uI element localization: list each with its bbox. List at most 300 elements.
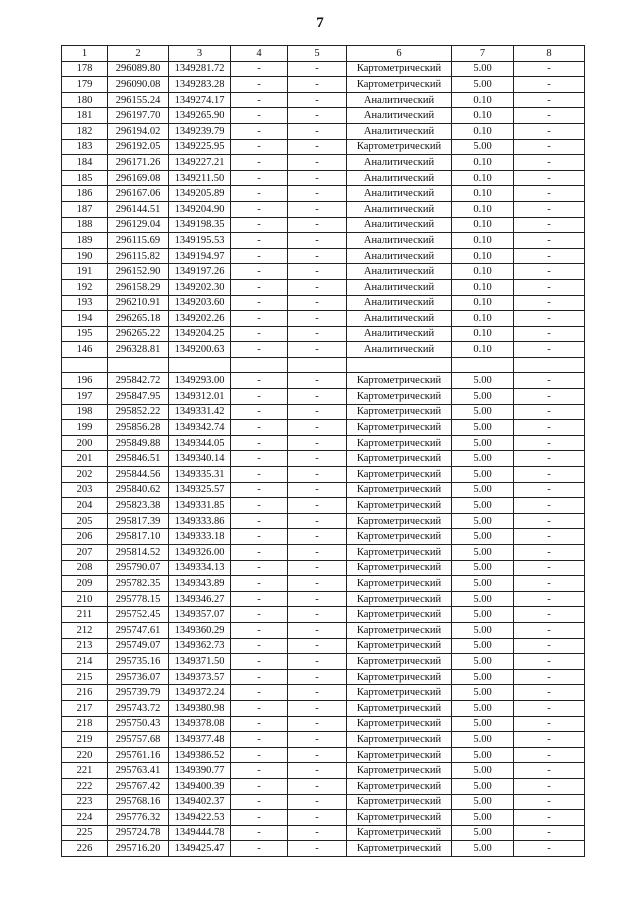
table-row [62,155,585,171]
method-cell: Аналитический [347,201,452,217]
method-cell: Картометрический [347,622,452,638]
x-coordinate-cell: 295752.45 [108,607,169,623]
accuracy-cell: 5.00 [452,451,514,467]
point-number-cell: 214 [62,654,108,670]
column-4-cell: - [231,311,288,327]
y-coordinate-cell: 1349200.63 [169,342,231,358]
accuracy-cell: 5.00 [452,77,514,93]
point-number-cell: 219 [62,732,108,748]
accuracy-cell: 5.00 [452,810,514,826]
y-coordinate-cell: 1349343.89 [169,576,231,592]
column-8-cell: - [514,326,585,342]
column-4-cell: - [231,716,288,732]
table-row [62,732,585,748]
x-coordinate-cell: 295814.52 [108,545,169,561]
column-5-cell: - [288,451,347,467]
column-8-cell: - [514,685,585,701]
point-number-cell: 206 [62,529,108,545]
x-coordinate-cell: 295844.56 [108,467,169,483]
table-row [62,92,585,108]
column-5-cell: - [288,420,347,436]
column-4-cell: - [231,700,288,716]
column-5-cell: - [288,170,347,186]
method-cell: Картометрический [347,825,452,841]
column-5-cell: - [288,248,347,264]
table-row [62,685,585,701]
column-5-cell: - [288,622,347,638]
table-row [62,607,585,623]
column-8-cell: - [514,591,585,607]
x-coordinate-cell: 295736.07 [108,669,169,685]
table-row [62,108,585,124]
x-coordinate-cell: 295761.16 [108,747,169,763]
column-5-cell: - [288,233,347,249]
method-cell: Аналитический [347,123,452,139]
y-coordinate-cell: 1349197.26 [169,264,231,280]
method-cell: Картометрический [347,404,452,420]
column-5-cell: - [288,108,347,124]
column-8-cell: - [514,217,585,233]
method-cell: Картометрический [347,732,452,748]
column-5-cell: - [288,529,347,545]
y-coordinate-cell: 1349331.42 [169,404,231,420]
accuracy-cell: 0.10 [452,155,514,171]
table-row [62,700,585,716]
column-5-cell: - [288,295,347,311]
x-coordinate-cell: 296090.08 [108,77,169,93]
column-4-cell: - [231,763,288,779]
table-row [62,638,585,654]
x-coordinate-cell: 296197.70 [108,108,169,124]
table-row [62,342,585,358]
point-number-cell: 196 [62,373,108,389]
y-coordinate-cell: 1349357.07 [169,607,231,623]
accuracy-cell: 0.10 [452,170,514,186]
column-8-cell: - [514,482,585,498]
accuracy-cell: 5.00 [452,825,514,841]
point-number-cell: 215 [62,669,108,685]
point-number-cell: 216 [62,685,108,701]
y-coordinate-cell: 1349312.01 [169,389,231,405]
column-8-cell: - [514,732,585,748]
column-5-cell: - [288,326,347,342]
column-5-cell: - [288,810,347,826]
column-4-cell: - [231,747,288,763]
y-coordinate-cell: 1349377.48 [169,732,231,748]
column-4-cell: - [231,295,288,311]
point-number-cell: 208 [62,560,108,576]
y-coordinate-cell: 1349205.89 [169,186,231,202]
method-cell: Картометрический [347,654,452,670]
column-4-cell: - [231,545,288,561]
table-row [62,279,585,295]
point-number-cell: 209 [62,576,108,592]
point-number-cell: 189 [62,233,108,249]
accuracy-cell: 5.00 [452,794,514,810]
point-number-cell: 199 [62,420,108,436]
column-8-cell: - [514,264,585,280]
column-5-cell: - [288,607,347,623]
y-coordinate-cell: 1349202.30 [169,279,231,295]
column-4-cell: - [231,264,288,280]
table-row [62,810,585,826]
x-coordinate-cell: 295750.43 [108,716,169,732]
y-coordinate-cell: 1349425.47 [169,841,231,857]
point-number-cell: 179 [62,77,108,93]
method-cell: Картометрический [347,669,452,685]
column-8-cell: - [514,435,585,451]
header-cell: 4 [231,46,288,62]
table-row [62,529,585,545]
column-4-cell: - [231,77,288,93]
method-cell: Картометрический [347,498,452,514]
y-coordinate-cell: 1349283.28 [169,77,231,93]
point-number-cell: 211 [62,607,108,623]
page-number: 7 [316,15,324,31]
y-coordinate-cell: 1349342.74 [169,420,231,436]
column-8-cell: - [514,451,585,467]
method-cell: Аналитический [347,217,452,233]
column-8-cell: - [514,778,585,794]
y-coordinate-cell: 1349265.90 [169,108,231,124]
method-cell: Картометрический [347,747,452,763]
column-8-cell: - [514,841,585,857]
column-5-cell: - [288,389,347,405]
x-coordinate-cell: 296194.02 [108,123,169,139]
table-row [62,654,585,670]
table-row [62,747,585,763]
y-coordinate-cell: 1349325.57 [169,482,231,498]
column-8-cell: - [514,123,585,139]
column-4-cell: - [231,373,288,389]
column-4-cell: - [231,513,288,529]
point-number-cell: 210 [62,591,108,607]
x-coordinate-cell: 296210.91 [108,295,169,311]
table-row [62,357,585,373]
header-cell: 6 [347,46,452,62]
point-number-cell: 184 [62,155,108,171]
table-row [62,217,585,233]
point-number-cell [62,357,108,373]
column-8-cell: - [514,373,585,389]
method-cell: Аналитический [347,311,452,327]
y-coordinate-cell: 1349372.24 [169,685,231,701]
column-5-cell: - [288,716,347,732]
header-row [62,46,585,62]
column-8-cell: - [514,420,585,436]
accuracy-cell: 0.10 [452,201,514,217]
y-coordinate-cell: 1349211.50 [169,170,231,186]
column-5-cell [288,357,347,373]
accuracy-cell: 0.10 [452,108,514,124]
method-cell: Картометрический [347,61,452,77]
point-number-cell: 212 [62,622,108,638]
x-coordinate-cell: 295846.51 [108,451,169,467]
x-coordinate-cell: 296129.04 [108,217,169,233]
column-4-cell: - [231,560,288,576]
column-4-cell: - [231,778,288,794]
column-4-cell: - [231,685,288,701]
y-coordinate-cell: 1349204.90 [169,201,231,217]
column-4-cell: - [231,108,288,124]
y-coordinate-cell: 1349444.78 [169,825,231,841]
accuracy-cell: 5.00 [452,404,514,420]
table-row [62,139,585,155]
y-coordinate-cell: 1349390.77 [169,763,231,779]
point-number-cell: 221 [62,763,108,779]
column-8-cell: - [514,404,585,420]
column-5-cell: - [288,404,347,420]
column-8-cell: - [514,607,585,623]
x-coordinate-cell: 295735.16 [108,654,169,670]
method-cell: Картометрический [347,638,452,654]
column-5-cell: - [288,778,347,794]
column-4-cell: - [231,342,288,358]
column-8-cell: - [514,747,585,763]
column-5-cell: - [288,139,347,155]
x-coordinate-cell: 296265.22 [108,326,169,342]
point-number-cell: 218 [62,716,108,732]
accuracy-cell: 0.10 [452,342,514,358]
x-coordinate-cell: 295847.95 [108,389,169,405]
column-4-cell: - [231,607,288,623]
accuracy-cell: 5.00 [452,139,514,155]
column-8-cell: - [514,513,585,529]
column-5-cell: - [288,560,347,576]
accuracy-cell: 5.00 [452,420,514,436]
method-cell: Картометрический [347,420,452,436]
y-coordinate-cell: 1349195.53 [169,233,231,249]
table-row [62,233,585,249]
x-coordinate-cell: 295782.35 [108,576,169,592]
column-4-cell: - [231,794,288,810]
point-number-cell: 222 [62,778,108,794]
table-row [62,467,585,483]
point-number-cell: 226 [62,841,108,857]
column-4-cell [231,357,288,373]
accuracy-cell: 5.00 [452,700,514,716]
method-cell: Картометрический [347,841,452,857]
accuracy-cell: 5.00 [452,841,514,857]
column-4-cell: - [231,279,288,295]
table-row [62,716,585,732]
column-5-cell: - [288,482,347,498]
column-8-cell: - [514,654,585,670]
accuracy-cell: 5.00 [452,763,514,779]
point-number-cell: 198 [62,404,108,420]
x-coordinate-cell: 296192.05 [108,139,169,155]
method-cell: Картометрический [347,139,452,155]
column-4-cell: - [231,498,288,514]
column-4-cell: - [231,420,288,436]
x-coordinate-cell: 296089.80 [108,61,169,77]
method-cell: Картометрический [347,435,452,451]
y-coordinate-cell: 1349422.53 [169,810,231,826]
x-coordinate-cell: 295842.72 [108,373,169,389]
header-cell: 5 [288,46,347,62]
y-coordinate-cell: 1349335.31 [169,467,231,483]
y-coordinate-cell: 1349333.18 [169,529,231,545]
y-coordinate-cell: 1349346.27 [169,591,231,607]
accuracy-cell: 5.00 [452,389,514,405]
accuracy-cell: 5.00 [452,529,514,545]
y-coordinate-cell: 1349373.57 [169,669,231,685]
table-row [62,825,585,841]
column-5-cell: - [288,747,347,763]
column-4-cell: - [231,61,288,77]
method-cell: Аналитический [347,92,452,108]
column-4-cell: - [231,123,288,139]
column-8-cell: - [514,763,585,779]
column-8-cell: - [514,108,585,124]
table-row [62,420,585,436]
x-coordinate-cell: 296115.82 [108,248,169,264]
method-cell: Картометрический [347,529,452,545]
column-5-cell: - [288,794,347,810]
y-coordinate-cell: 1349225.95 [169,139,231,155]
column-4-cell: - [231,201,288,217]
accuracy-cell [452,357,514,373]
accuracy-cell: 0.10 [452,217,514,233]
method-cell: Аналитический [347,186,452,202]
point-number-cell: 197 [62,389,108,405]
accuracy-cell: 5.00 [452,435,514,451]
column-8-cell: - [514,622,585,638]
column-5-cell: - [288,498,347,514]
point-number-cell: 194 [62,311,108,327]
column-8-cell: - [514,279,585,295]
x-coordinate-cell: 296167.06 [108,186,169,202]
method-cell: Аналитический [347,155,452,171]
column-5-cell: - [288,654,347,670]
column-4-cell: - [231,529,288,545]
x-coordinate-cell: 296155.24 [108,92,169,108]
method-cell: Картометрический [347,763,452,779]
point-number-cell: 192 [62,279,108,295]
accuracy-cell: 5.00 [452,622,514,638]
y-coordinate-cell [169,357,231,373]
column-8-cell: - [514,311,585,327]
accuracy-cell: 0.10 [452,233,514,249]
header-cell: 2 [108,46,169,62]
column-5-cell: - [288,342,347,358]
table-row [62,576,585,592]
table-row [62,560,585,576]
method-cell [347,357,452,373]
column-5-cell: - [288,576,347,592]
method-cell: Аналитический [347,233,452,249]
column-4-cell: - [231,622,288,638]
table-row [62,248,585,264]
column-4-cell: - [231,435,288,451]
table-row [62,264,585,280]
accuracy-cell: 5.00 [452,576,514,592]
column-5-cell: - [288,435,347,451]
x-coordinate-cell: 295849.88 [108,435,169,451]
y-coordinate-cell: 1349362.73 [169,638,231,654]
accuracy-cell: 5.00 [452,513,514,529]
x-coordinate-cell: 295747.61 [108,622,169,638]
column-5-cell: - [288,841,347,857]
method-cell: Картометрический [347,451,452,467]
point-number-cell: 220 [62,747,108,763]
point-number-cell: 183 [62,139,108,155]
y-coordinate-cell: 1349340.14 [169,451,231,467]
coordinates-table [61,45,585,857]
point-number-cell: 203 [62,482,108,498]
column-8-cell: - [514,825,585,841]
y-coordinate-cell: 1349360.29 [169,622,231,638]
accuracy-cell: 0.10 [452,123,514,139]
x-coordinate-cell: 295852.22 [108,404,169,420]
method-cell: Картометрический [347,810,452,826]
accuracy-cell: 5.00 [452,654,514,670]
accuracy-cell: 5.00 [452,498,514,514]
accuracy-cell: 0.10 [452,326,514,342]
accuracy-cell: 5.00 [452,685,514,701]
y-coordinate-cell: 1349371.50 [169,654,231,670]
y-coordinate-cell: 1349281.72 [169,61,231,77]
column-5-cell: - [288,61,347,77]
x-coordinate-cell: 295767.42 [108,778,169,794]
x-coordinate-cell: 295817.10 [108,529,169,545]
table-row [62,186,585,202]
point-number-cell: 223 [62,794,108,810]
table-row [62,61,585,77]
column-8-cell: - [514,61,585,77]
table-row [62,311,585,327]
table-row [62,170,585,186]
column-8-cell: - [514,560,585,576]
column-4-cell: - [231,233,288,249]
x-coordinate-cell [108,357,169,373]
point-number-cell: 224 [62,810,108,826]
y-coordinate-cell: 1349239.79 [169,123,231,139]
point-number-cell: 185 [62,170,108,186]
y-coordinate-cell: 1349227.21 [169,155,231,171]
column-5-cell: - [288,685,347,701]
accuracy-cell: 5.00 [452,747,514,763]
x-coordinate-cell: 295840.62 [108,482,169,498]
accuracy-cell: 5.00 [452,591,514,607]
column-8-cell: - [514,233,585,249]
column-5-cell: - [288,467,347,483]
accuracy-cell: 0.10 [452,311,514,327]
table-row [62,841,585,857]
method-cell: Картометрический [347,560,452,576]
x-coordinate-cell: 296115.69 [108,233,169,249]
x-coordinate-cell: 295856.28 [108,420,169,436]
column-5-cell: - [288,763,347,779]
column-4-cell: - [231,451,288,467]
method-cell: Картометрический [347,794,452,810]
table-row [62,778,585,794]
column-4-cell: - [231,326,288,342]
table-row [62,482,585,498]
column-4-cell: - [231,591,288,607]
column-4-cell: - [231,732,288,748]
y-coordinate-cell: 1349326.00 [169,545,231,561]
column-5-cell: - [288,92,347,108]
column-8-cell: - [514,201,585,217]
table-row [62,77,585,93]
method-cell: Картометрический [347,716,452,732]
column-4-cell: - [231,576,288,592]
column-8-cell: - [514,638,585,654]
column-5-cell: - [288,201,347,217]
y-coordinate-cell: 1349402.37 [169,794,231,810]
method-cell: Аналитический [347,264,452,280]
